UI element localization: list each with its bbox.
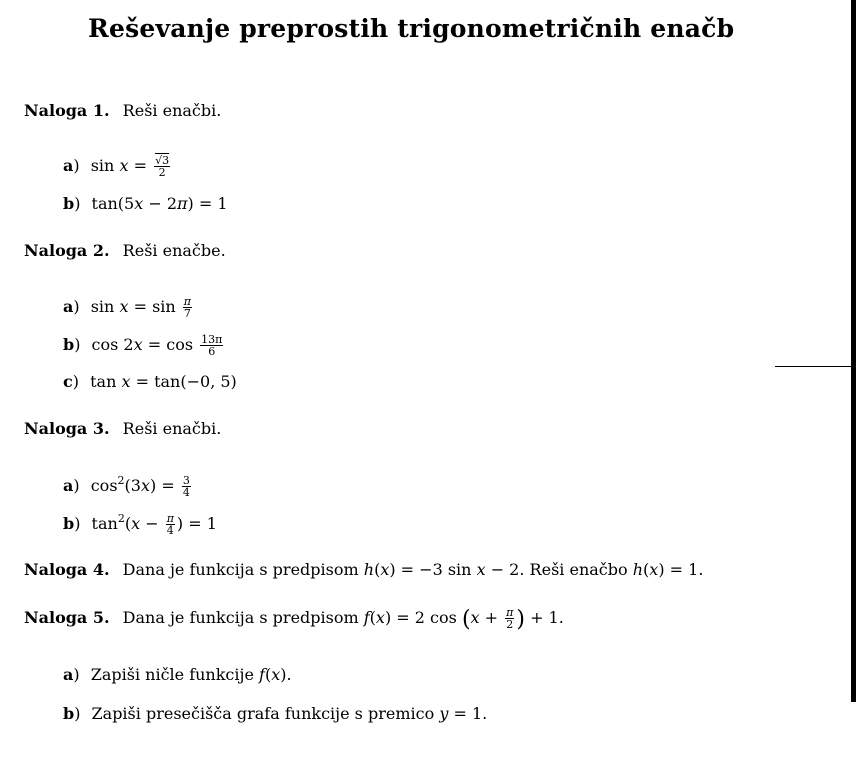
task-text: Reši enačbo bbox=[529, 560, 628, 579]
expr: = 1. bbox=[669, 560, 704, 579]
expr: − 2. bbox=[490, 560, 525, 579]
fraction bbox=[505, 607, 514, 630]
task-2-item-c: c) tan x = tan(−0, 5) bbox=[63, 372, 237, 391]
item-letter: b bbox=[63, 194, 75, 213]
expr: + 1. bbox=[530, 608, 564, 627]
frac-den: 2 bbox=[158, 166, 166, 179]
task-label: Naloga 5. bbox=[24, 608, 110, 627]
var: x bbox=[649, 560, 659, 579]
task-label: Naloga 3. bbox=[24, 419, 110, 438]
task-1-item-a: a) sin x = $\frac{√3}{2}$ bbox=[63, 154, 170, 179]
expr: tan(5 bbox=[91, 194, 135, 213]
var: x bbox=[470, 608, 480, 627]
task-text: Dana je funkcija s predpisom bbox=[122, 560, 359, 579]
item-letter: b bbox=[63, 335, 75, 354]
fn-name: f bbox=[363, 608, 370, 627]
eq: = sin bbox=[133, 297, 176, 316]
var: x bbox=[140, 476, 150, 495]
fraction bbox=[182, 475, 191, 498]
expr: ) = bbox=[149, 476, 175, 495]
task-label: Naloga 2. bbox=[24, 241, 110, 260]
var: x bbox=[119, 156, 129, 175]
eq: = cos bbox=[147, 335, 194, 354]
fn: tan bbox=[91, 514, 118, 533]
expr: = 1. bbox=[453, 704, 488, 723]
task-2-item-a: a) sin x = sin $\frac{\pi}{7}$ bbox=[63, 295, 192, 320]
item-letter: a bbox=[63, 665, 74, 684]
task-5-item-b: b) Zapiši presečišča grafa funkcije s premico y = 1. bbox=[63, 704, 488, 723]
var: x bbox=[134, 194, 144, 213]
item-letter: a bbox=[63, 297, 74, 316]
task-text: Reši enačbe. bbox=[122, 241, 226, 260]
frac-num: 13π bbox=[201, 333, 223, 346]
expr: ) = 1 bbox=[176, 514, 217, 533]
fn-name: f bbox=[259, 665, 265, 684]
task-text: Reši enačbi. bbox=[122, 419, 222, 438]
fraction bbox=[154, 155, 170, 178]
frac-num: π bbox=[166, 512, 174, 525]
exponent: 2 bbox=[117, 512, 125, 525]
fraction bbox=[183, 296, 192, 319]
task-label: Naloga 4. bbox=[24, 560, 110, 579]
frac-num: π bbox=[183, 295, 192, 308]
task-3-item-b: b) $\tan^2(x$ − $\frac{\pi}{4}$ ) = 1 bbox=[63, 512, 217, 537]
expr: = −3 sin bbox=[400, 560, 472, 579]
var: x bbox=[121, 372, 131, 391]
item-letter: a bbox=[63, 476, 74, 495]
var: x bbox=[271, 665, 281, 684]
page-edge-bar bbox=[851, 0, 856, 702]
eq: = tan(−0, 5) bbox=[135, 372, 237, 391]
task-text: Dana je funkcija s predpisom bbox=[122, 608, 359, 627]
item-letter: a bbox=[63, 156, 74, 175]
task-5: Naloga 5. Dana je funkcija s predpisom f(x) = 2 cos (x + $\frac{\pi}{2}$ ) + 1. bbox=[24, 606, 564, 632]
frac-den: 2 bbox=[506, 618, 514, 631]
fn: cos 2 bbox=[91, 335, 134, 354]
fn: sin bbox=[90, 156, 115, 175]
var: x bbox=[380, 560, 390, 579]
task-5-item-a: a) Zapiši ničle funkcije f(x). bbox=[63, 665, 292, 684]
task-4: Naloga 4. Dana je funkcija s predpisom h(x) = −3 sin x − 2. Reši enačbo h(x) = 1. bbox=[24, 560, 704, 579]
var: x bbox=[119, 297, 129, 316]
task-text: Reši enačbi. bbox=[122, 101, 222, 120]
item-letter: c bbox=[63, 372, 73, 391]
task-2-item-b: b) cos 2x = cos $\frac{13\pi}{6}$ bbox=[63, 333, 223, 358]
fn: tan bbox=[90, 372, 117, 391]
frac-den: 4 bbox=[166, 524, 174, 537]
var: x bbox=[131, 514, 141, 533]
frac-num: √3 bbox=[155, 154, 170, 167]
pi: π bbox=[177, 194, 188, 213]
var: y bbox=[439, 704, 449, 723]
item-letter: b bbox=[63, 704, 75, 723]
fraction bbox=[200, 334, 223, 357]
var: x bbox=[375, 608, 385, 627]
exponent: 2 bbox=[117, 474, 125, 487]
frac-den: 4 bbox=[182, 486, 190, 499]
task-label: Naloga 1. bbox=[24, 101, 110, 120]
item-text: Zapiši presečišča grafa funkcije s premico bbox=[91, 704, 435, 723]
frac-num: 3 bbox=[182, 474, 190, 487]
expr: − 2 bbox=[148, 194, 178, 213]
item-letter: b bbox=[63, 514, 75, 533]
frac-num: π bbox=[506, 606, 514, 619]
fn: cos bbox=[90, 476, 118, 495]
expr: ) = 1 bbox=[187, 194, 228, 213]
task-2 bbox=[24, 241, 226, 260]
task-1-item-b: b) tan(5x − 2π) = 1 bbox=[63, 194, 228, 213]
fn-name: h bbox=[363, 560, 375, 579]
fn: sin bbox=[90, 297, 115, 316]
expr: − bbox=[145, 514, 159, 533]
frac-den: 6 bbox=[208, 345, 216, 358]
frac-den: 7 bbox=[183, 307, 191, 320]
var: x bbox=[476, 560, 486, 579]
task-3-item-a: a) $\cos^2(3x)$ = $\frac{3}{4}$ bbox=[63, 474, 190, 499]
eq: = bbox=[133, 156, 147, 175]
task-1 bbox=[24, 101, 221, 120]
var: x bbox=[133, 335, 143, 354]
fraction bbox=[166, 513, 175, 536]
page-title: Reševanje preprostih trigonometričnih enačb bbox=[88, 14, 735, 43]
fn-name: h bbox=[632, 560, 644, 579]
task-3 bbox=[24, 419, 221, 438]
expr: (3 bbox=[124, 476, 141, 495]
expr: . bbox=[286, 665, 292, 684]
page-edge-line bbox=[775, 366, 856, 367]
item-text: Zapiši ničle funkcije bbox=[90, 665, 254, 684]
expr: = 2 cos bbox=[396, 608, 457, 627]
expr: ( bbox=[124, 514, 132, 533]
